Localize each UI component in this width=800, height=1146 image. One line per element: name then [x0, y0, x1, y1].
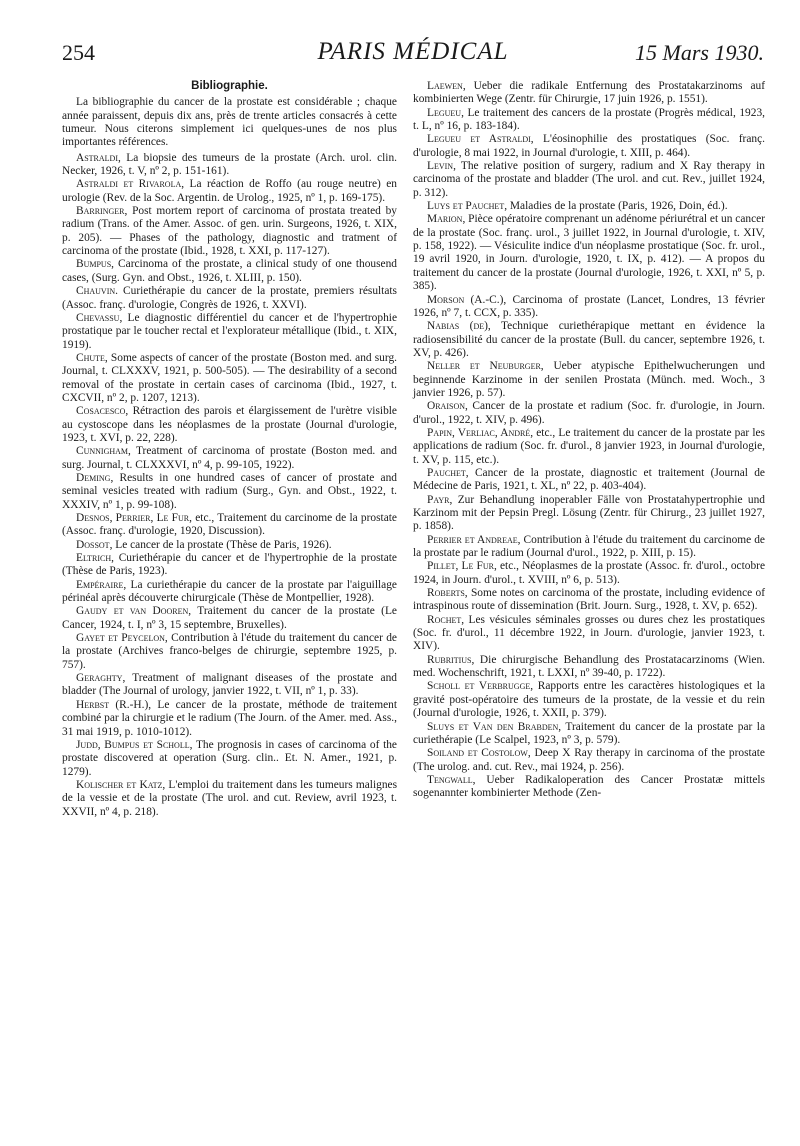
- bibliography-entry: [62, 285, 397, 312]
- entry-author: Empéraire,: [76, 578, 127, 591]
- entry-author: Neller et Neuburger,: [427, 360, 544, 373]
- entry-text: Traitement du cancer de la prostate (Le Cancer, 1924, t. I, nº 3, 15 septembre, Bruxelles).: [62, 605, 397, 631]
- bibliography-entry: [62, 699, 397, 739]
- bibliography-entry: [62, 205, 397, 258]
- entry-author: Kolischer et Katz,: [76, 778, 166, 791]
- entry-author: Cunnigham,: [76, 445, 131, 458]
- bibliography-entry: [413, 400, 765, 427]
- entry-text: Ueber atypische Epithelwucherungen und beginnende Karzinome in der senilen Prostata (Münch. med. Woch., 3 janvier 1926, p. 57).: [413, 360, 766, 399]
- entry-text: Some notes on carcinoma of the prostate, including evidence of intraspinous route of dissemination (Brit. Journ. Surg., 1928, t. XV, p. 652).: [413, 587, 765, 613]
- bibliography-entry: [413, 107, 765, 134]
- entry-author: Geraghty,: [76, 672, 126, 685]
- entry-text: La biopsie des tumeurs de la prostate (Arch. urol. clin. Necker, 1926, t. V, nº 2, p. 151-161).: [62, 151, 397, 178]
- bibliography-entry: [62, 672, 397, 699]
- bibliography-entry: [413, 360, 765, 400]
- entry-author: Deming,: [76, 471, 114, 484]
- entry-text: Traitement du cancer de la prostate par la curiethérapie (Le Scalpel, 1923, nº 3, p. 579).: [413, 720, 765, 746]
- bibliography-entry: [413, 427, 765, 467]
- entry-text: Die chirurgische Behandlung des Prostatacarzinoms (Wien. med. Wochenschrift, 1921, t. LXXI, nº 39-40, p. 1722).: [413, 653, 765, 680]
- entry-text: Contribution à l'étude du traitement du cancer de la prostate (Archives franco-belges de chirurgie, septembre 1925, p. 757).: [62, 632, 397, 671]
- entry-author: Desnos, Perrier, Le Fur,: [76, 512, 192, 524]
- entry-text: The relative position of surgery, radium and X Ray therapy in carcinoma of the prostate and bladder (The urol. and cut. Rev., juillet 1924, p. 312).: [413, 160, 765, 199]
- left-column: [62, 80, 397, 819]
- entry-text: Le traitement des cancers de la prostate (Progrès médical, 1923, t. L, nº 16, p. 183-184).: [413, 106, 765, 133]
- entry-author: Judd, Bumpus et Scholl,: [76, 738, 193, 751]
- entry-text: Carcinoma of the prostate, a clinical study of one thousend cases, (Surg. Gyn. and Obst., 1926, t. XLIII, p. 150).: [62, 258, 397, 284]
- entry-text: Le diagnostic différentiel du cancer et de l'hypertrophie prostatique par le toucher rectal et l'explorateur métallique (Ibid., t. XIX, 1919).: [62, 311, 397, 351]
- entry-text: Pièce opératoire comprenant un adénome périurétral et un cancer de la prostate (Soc. franç. urol., 3 juillet 1922, in Journal d'urologie, t. XIV, p. 158, 1922). — Vésiculite indice d'un néoplasme prostatique (Soc. fr. urol., 19 avril 1920, in Journ. d'urologie, 1920, t. IX, p. 412). — A propos du traitement du cancer de la prostate (Journal d'urologie, 1926, t. XXI, nº 5, p. 385).: [413, 213, 765, 293]
- entry-author: Luys et Pauchet,: [427, 200, 508, 213]
- entry-author: Legueu,: [427, 106, 464, 119]
- entry-text: Zur Behandlung inoperabler Fälle von Prostatahypertrophie und Karzinom mit der Pepsin Pregl. Lösung (Zentr. für Chirurg., 23 juillet 1927, p. 1858).: [413, 493, 765, 533]
- entry-text: etc., Néoplasmes de la prostate (Assoc. fr. d'urol., octobre 1924, in Journ. d'urol., t. XVIII, nº 6, p. 513).: [413, 560, 765, 586]
- entry-author: Chute,: [76, 351, 108, 364]
- entry-author: Chevassu,: [76, 311, 123, 324]
- page-number: 254: [62, 40, 95, 65]
- entry-text: (A.-C.), Carcinoma of prostate (Lancet, Londres, 13 février 1926, nº 7, t. CCX, p. 335).: [413, 293, 765, 319]
- issue-date: 15 Mars 1930.: [635, 40, 764, 65]
- entry-text: Rapports entre les caractères histologiques et la gravité post-opératoire des tumeurs de la prostate, de la vessie et du rein (Journal d'urologie, 1926, t. XXII, p. 379).: [413, 680, 765, 720]
- entry-text: La curiethérapie du cancer de la prostate par l'aiguillage périnéal après découverte chirurgicale (Thèse de Montpellier, 1928).: [62, 578, 397, 605]
- bibliography-entry: [413, 320, 765, 360]
- bibliography-entry: [413, 560, 765, 587]
- running-header: [62, 38, 764, 72]
- entry-author: Nabias (de),: [427, 320, 491, 333]
- entry-text: etc., Traitement du carcinome de la prostate (Assoc. franç. d'urologie, 1920, Discussion).: [62, 512, 397, 538]
- entry-author: Levin,: [427, 160, 456, 173]
- entry-text: La réaction de Roffo (au rouge neutre) en urologie (Rev. de la Soc. Argentin. de Urolog., 1925, nº 1, p. 169-175).: [62, 178, 397, 204]
- entry-author: Eltrich,: [76, 552, 114, 565]
- bibliography-entry: [62, 779, 397, 819]
- entry-author: Scholl et Verbrugge,: [427, 680, 534, 693]
- entry-text: Ueber die radikale Entfernung des Prostatakarzinoms auf kombinierten Wege (Zentr. für Chirurgie, 17 juin 1926, p. 1551).: [413, 80, 765, 106]
- entry-text: Deep X Ray therapy in carcinoma of the prostate (The urolog. and. cut. Rev., mai 1924, p. 256).: [413, 747, 765, 773]
- bibliography-entry: [62, 258, 397, 285]
- bibliography-entry: [413, 587, 765, 614]
- entry-text: Treatment of carcinoma of prostate (Boston med. and surg. Journal, t. CLXXXVI, nº 4, p. 99-105, 1922).: [62, 445, 397, 471]
- entry-text: Cancer de la prostate et radium (Soc. fr. d'urologie, in Journ. d'urol., 1922, t. XIV, p. 496).: [413, 400, 765, 426]
- intro-paragraph: La bibliographie du cancer de la prostate est considérable ; chaque année paraissent, depuis dix ans, près de trente articles consacrés à cette tumeur. Nous citerons simplement ici quelques-unes de nos plus importantes références.: [62, 96, 397, 149]
- entry-author: Marion,: [427, 213, 466, 226]
- entry-author: Morson: [427, 293, 465, 306]
- entry-author: Barringer,: [76, 205, 128, 218]
- bibliography-entry: [62, 405, 397, 445]
- bibliography-entry: [62, 605, 397, 632]
- bibliography-entry: [62, 152, 397, 179]
- entry-text: Treatment of malignant diseases of the prostate and bladder (The Journal of urology, janvier 1922, t. VII, nº 1, p. 33).: [62, 672, 397, 698]
- bibliography-entry: [413, 494, 765, 534]
- bibliography-entry: [413, 774, 765, 801]
- entry-text: Le cancer de la prostate (Thèse de Paris, 1926).: [112, 538, 332, 551]
- bibliography-entry: [62, 512, 397, 539]
- entry-author: Perrier et Andreae,: [427, 533, 521, 546]
- entry-text: Curiethérapie du cancer et de l'hypertrophie de la prostate (Thèse de Paris, 1923).: [62, 552, 397, 578]
- bibliography-entry: [413, 534, 765, 561]
- bibliography-entry: [413, 721, 765, 748]
- entry-author: Laewen,: [427, 80, 466, 92]
- entry-text: Post mortem report of carcinoma of prostata treated by radium (Trans. of the Amer. Assoc. of gen. urin. Surgeons, 1926, t. XIX, p. 205). — Phases of the pathology, diagnostic and tratment of carcinoma of the prostate (Ibid., 1928, t. XXI, p. 117-127).: [62, 205, 397, 258]
- entry-author: Astraldi,: [76, 151, 121, 164]
- bibliography-entry: [62, 552, 397, 579]
- bibliography-entry: [413, 200, 765, 213]
- entry-author: Papin, Verliac, André,: [427, 426, 534, 439]
- bibliography-entry: [413, 294, 765, 321]
- bibliography-entry: [62, 739, 397, 779]
- entry-text: etc., Le traitement du cancer de la prostate par les applications de radium (Soc. fr. d'urol., 8 janvier 1923, in Journal d'urologie, t. XV, p. 115, etc.).: [413, 426, 765, 466]
- entry-text: Le cancer de la prostate, méthode de traitement combiné par la chirurgie et le radium (The Journ. of the Amer. med. Ass., 31 mai 1919, p. 1010-1012).: [62, 698, 398, 738]
- entry-author: Gaudy et van Dooren,: [76, 605, 192, 618]
- entry-author: Dossot,: [76, 538, 113, 551]
- entry-author: Oraison,: [427, 400, 468, 413]
- entry-author: Herbst (R.-H.),: [76, 698, 152, 711]
- section-heading: Bibliographie.: [191, 80, 268, 92]
- entry-author: Pillet, Le Fur,: [427, 560, 497, 573]
- entry-author: Payr,: [427, 493, 453, 506]
- bibliography-entry: [413, 747, 765, 774]
- entry-text: Some aspects of cancer of the prostate (Boston med. and surg. Journal, t. CLXXXV, 1921, p. 500-505). — The desirability of a second removal of the prostate in certain cases of carcinoma (Ibid., 1927, t. CXCVII, nº 2, p. 1207, 1213).: [62, 351, 397, 404]
- entry-author: Legueu et Astraldi,: [427, 133, 534, 146]
- bibliography-entry: [413, 213, 765, 293]
- entry-author: Pauchet,: [427, 466, 469, 479]
- entry-text: Cancer de la prostate, diagnostic et traitement (Journal de Médecine de Paris, 1921, t. XL, nº 22, p. 403-404).: [413, 466, 765, 493]
- bibliography-entry: [413, 654, 765, 681]
- entry-text: Curiethérapie du cancer de la prostate, premiers résultats (Assoc. franç. d'urologie, Congrès de 1926, t. XXVI).: [62, 285, 397, 311]
- entry-author: Bumpus,: [76, 258, 115, 271]
- bibliography-entry: [413, 680, 765, 720]
- bibliography-entry: [62, 472, 397, 512]
- bibliography-entry: [413, 467, 765, 494]
- entry-text: L'éosinophilie des prostatiques (Soc. franç. d'urologie, 8 mai 1922, in Journal d'urologie, t. XIII, p. 464).: [413, 133, 766, 159]
- entry-text: Contribution à l'étude du traitement du carcinome de la prostate par le radium (Journal d'urol., 1922, p. XIII, p. 15).: [413, 533, 765, 560]
- entry-author: Tengwall,: [427, 773, 476, 786]
- entry-author: Rubritius,: [427, 653, 475, 666]
- bibliography-entry: [62, 539, 397, 552]
- entry-author: Chauvin.: [76, 285, 118, 298]
- bibliography-entry: [62, 579, 397, 606]
- entry-text: Rétraction des parois et élargissement de l'urètre visible au cystoscope dans les néoplasmes de la prostate (Journal d'urologie, 1923, t. XVI, p. 22, 228).: [62, 405, 397, 444]
- bibliography-entry: [62, 178, 397, 205]
- entry-author: Sluys et Van den Brabden,: [427, 720, 562, 733]
- bibliography-entry: [62, 352, 397, 405]
- right-column: [413, 80, 765, 801]
- bibliography-entry: [62, 632, 397, 672]
- entry-text: Maladies de la prostate (Paris, 1926, Doin, éd.).: [507, 200, 728, 213]
- entry-text: Results in one hundred cases of cancer of prostate and seminal vesicles treated with radium (Surg., Gyn. and Obst., 1922, t. XXXIV, nº 1, p. 99-108).: [62, 471, 397, 511]
- entry-text: Technique curiethérapique mettant en évidence la radiosensibilité du cancer de la prostate (Bull. du cancer, septembre 1926, t. XV, p. 426).: [413, 320, 765, 359]
- entry-author: Rochet,: [427, 613, 465, 626]
- entry-author: Astraldi et Rivarola,: [76, 178, 185, 191]
- bibliography-entry: [413, 160, 765, 200]
- entry-author: Cosacesco,: [76, 405, 129, 418]
- bibliography-entry: [413, 614, 765, 654]
- entry-text: L'emploi du traitement dans les tumeurs malignes de la vessie et de la prostate (The urol. and cut. Review, avril 1923, t. XXVII, nº 4, p. 218).: [62, 778, 397, 818]
- entry-text: Ueber Radikaloperation des Cancer Prostatæ mittels sogenannter kombinierter Methode (Zen-: [413, 773, 765, 800]
- entry-author: Gayet et Peycelon,: [76, 632, 168, 645]
- entry-text: Les vésicules séminales grosses ou dures chez les prostatiques (Soc. fr. d'urol., 11 décembre 1922, in Journ. d'urologie, janvier 1923, t. XIV).: [413, 613, 765, 653]
- entry-text: The prognosis in cases of carcinoma of the prostate discovered at operation (Surg. clin.. Et. N. Amer., 1921, p. 1279).: [62, 738, 397, 778]
- entry-author: Roberts,: [427, 587, 468, 600]
- journal-title: PARIS MÉDICAL: [317, 38, 509, 65]
- bibliography-entry: [62, 312, 397, 352]
- bibliography-entry: [62, 445, 397, 472]
- bibliography-entry: [413, 80, 765, 107]
- bibliography-entry: [413, 133, 765, 160]
- entry-author: Soiland et Costolow,: [427, 747, 531, 760]
